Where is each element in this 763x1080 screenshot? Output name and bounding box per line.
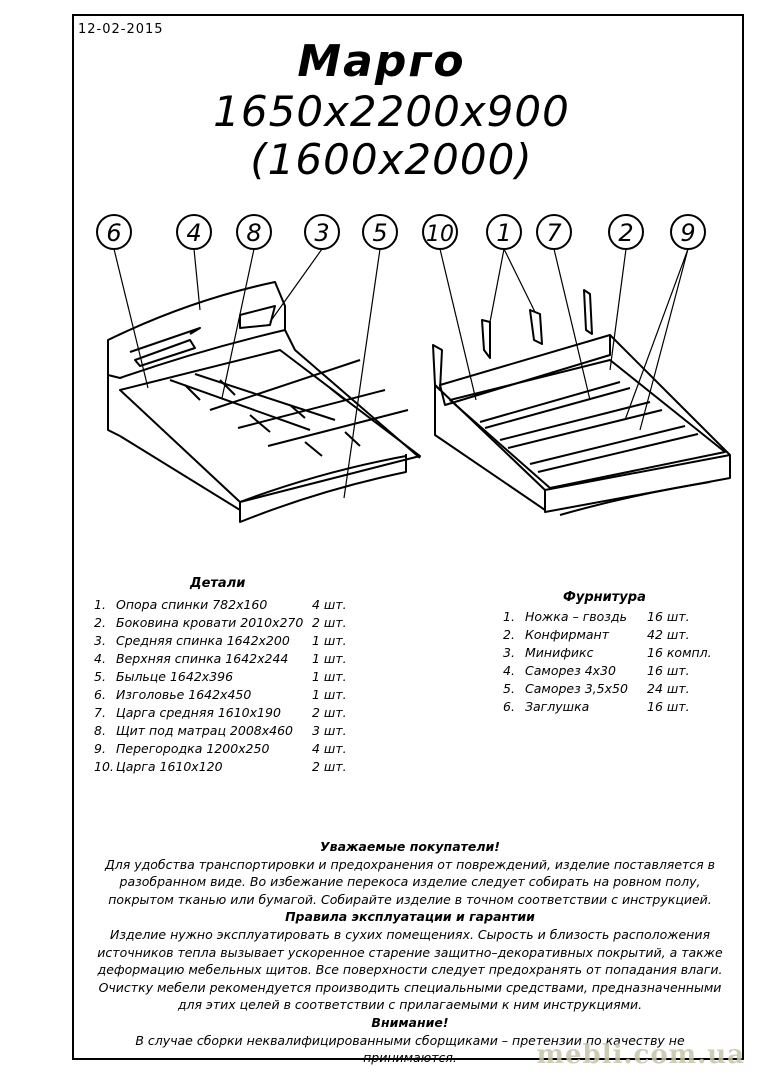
- list-item: 1. Ножка – гвоздь 16 шт.: [503, 609, 690, 624]
- warranty-paragraph: Изделие нужно эксплуатировать в сухих помещениях. Сырость и близость расположения источников тепла вызывает ускоренное старение защитно–декоративных покрытий, а также деформацию мебельных щитов. Все поверхности следует предохранять от попадания влаги. Очистку мебели рекомендуется производить специальными средствами, предназначенными для этих целей в соответствии с прилагаемыми к ним инструкциями.: [97, 926, 723, 1013]
- watermark: mebli.com.ua: [536, 1040, 745, 1070]
- details-title: Детали: [190, 576, 246, 591]
- warning-heading: Внимание!: [371, 1014, 449, 1030]
- hardware-list: [503, 608, 712, 716]
- bed-frame-exploded: [433, 249, 730, 515]
- product-title: Марго: [297, 36, 466, 87]
- notice-heading: Уважаемые покупатели!: [320, 839, 500, 854]
- callout-8: [237, 215, 271, 249]
- details-list: [94, 596, 347, 776]
- product-dimensions: [0, 88, 763, 184]
- overall-size: 1650x2200x900: [213, 87, 570, 136]
- svg-text:4: 4: [186, 219, 202, 247]
- svg-text:7: 7: [546, 219, 562, 247]
- svg-text:6: 6: [106, 219, 122, 247]
- list-item: 5. Быльце 1642х396 1 шт.: [94, 669, 347, 684]
- svg-text:3: 3: [314, 219, 330, 247]
- callout-7: [537, 215, 571, 249]
- notice-paragraph: Для удобства транспортировки и предохранения от повреждений, изделие поставляется в разобранном виде. Во избежание перекоса изделие следует собирать на ровном полу, покрытом тканью или бумагой. Собирайте изделие в точном соответствии с инструкцией.: [104, 856, 716, 907]
- customer-notice: [90, 838, 730, 1067]
- document-date: 12-02-2015: [78, 22, 164, 37]
- svg-text:1: 1: [496, 219, 512, 247]
- list-item: 2. Конфирмант 42 шт.: [503, 627, 690, 642]
- list-item: 8. Щит под матрац 2008х460 3 шт.: [94, 723, 347, 738]
- callout-5: [363, 215, 397, 249]
- list-item: 10. Царга 1610х120 2 шт.: [94, 759, 347, 774]
- list-item: 3. Средняя спинка 1642х200 1 шт.: [94, 633, 347, 648]
- callout-2: [609, 215, 643, 249]
- assembled-bed: [108, 249, 420, 522]
- callout-9: [671, 215, 705, 249]
- svg-text:9: 9: [680, 219, 696, 247]
- callout-3: [305, 215, 339, 249]
- callouts-right: [423, 215, 705, 249]
- svg-text:5: 5: [372, 219, 388, 247]
- callout-4: [177, 215, 211, 249]
- svg-text:2: 2: [618, 219, 634, 247]
- svg-text:10: 10: [426, 222, 454, 247]
- svg-text:8: 8: [246, 219, 262, 247]
- list-item: 4. Верхняя спинка 1642х244 1 шт.: [94, 651, 347, 666]
- list-item: 4. Саморез 4х30 16 шт.: [503, 663, 690, 678]
- warning-paragraph: В случае сборки неквалифицированными сборщиками – претензии по качеству не принимаются.: [135, 1032, 685, 1066]
- callout-1: [487, 215, 521, 249]
- list-item: 2. Боковина кровати 2010х270 2 шт.: [94, 615, 347, 630]
- list-item: 7. Царга средняя 1610х190 2 шт.: [94, 705, 347, 720]
- list-item: 6. Заглушка 16 шт.: [503, 699, 690, 714]
- callouts-left: [97, 215, 397, 249]
- warranty-heading: Правила эксплуатации и гарантии: [285, 909, 535, 925]
- callout-6: [97, 215, 131, 249]
- assembly-drawing: [90, 210, 740, 550]
- sleeping-size: (1600x2000): [250, 135, 533, 184]
- callout-10: [423, 215, 457, 249]
- hardware-title: Фурнитура: [563, 590, 646, 605]
- list-item: 6. Изголовье 1642х450 1 шт.: [94, 687, 347, 702]
- list-item: 1. Опора спинки 782х160 4 шт.: [94, 597, 347, 612]
- list-item: 3. Минификс 16 компл.: [503, 645, 712, 660]
- list-item: 5. Саморез 3,5х50 24 шт.: [503, 681, 690, 696]
- list-item: 9. Перегородка 1200х250 4 шт.: [94, 741, 347, 756]
